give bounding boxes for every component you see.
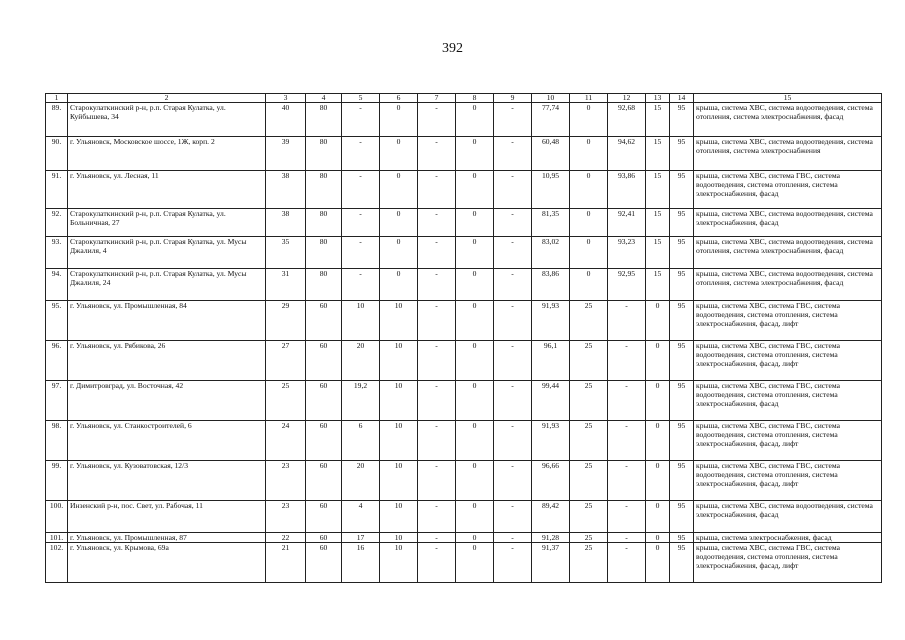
- value-cell: 94,62: [608, 137, 646, 171]
- value-cell: 0: [646, 461, 670, 501]
- value-cell: 0: [570, 269, 608, 301]
- table-row: [46, 501, 882, 533]
- value-cell: 60: [306, 341, 342, 381]
- value-cell: 29: [266, 301, 306, 341]
- table-row: [46, 301, 882, 341]
- column-header: 6: [380, 94, 418, 103]
- value-cell: 95: [670, 501, 694, 533]
- value-cell: 0: [570, 137, 608, 171]
- value-cell: 0: [456, 301, 494, 341]
- value-cell: 95: [670, 269, 694, 301]
- value-cell: 60: [306, 421, 342, 461]
- value-cell: 25: [570, 381, 608, 421]
- value-cell: 80: [306, 237, 342, 269]
- address-cell: г. Ульяновск, ул. Кузоватовская, 12/3: [68, 461, 266, 501]
- value-cell: 6: [342, 421, 380, 461]
- works-cell: крыша, система ХВС, система ГВС, система водоотведения, система отопления, система электроснабжения, фасад, лифт: [694, 301, 882, 341]
- value-cell: -: [494, 533, 532, 543]
- value-cell: -: [418, 543, 456, 583]
- value-cell: -: [342, 137, 380, 171]
- value-cell: 80: [306, 137, 342, 171]
- value-cell: 0: [380, 137, 418, 171]
- value-cell: 10: [380, 381, 418, 421]
- value-cell: 15: [646, 137, 670, 171]
- value-cell: 92,95: [608, 269, 646, 301]
- value-cell: -: [608, 461, 646, 501]
- works-cell: крыша, система ХВС, система водоотведения, система отопления, система электроснабжения, фасад: [694, 237, 882, 269]
- value-cell: 95: [670, 103, 694, 137]
- value-cell: 95: [670, 209, 694, 237]
- value-cell: 0: [456, 171, 494, 209]
- value-cell: 95: [670, 137, 694, 171]
- value-cell: 92,41: [608, 209, 646, 237]
- value-cell: 24: [266, 421, 306, 461]
- column-header: 7: [418, 94, 456, 103]
- value-cell: -: [494, 269, 532, 301]
- value-cell: 0: [456, 269, 494, 301]
- value-cell: -: [494, 103, 532, 137]
- value-cell: 10: [380, 501, 418, 533]
- works-cell: крыша, система ХВС, система ГВС, система водоотведения, система отопления, система электроснабжения, фасад, лифт: [694, 421, 882, 461]
- value-cell: 40: [266, 103, 306, 137]
- value-cell: -: [418, 533, 456, 543]
- value-cell: 38: [266, 171, 306, 209]
- value-cell: 4: [342, 501, 380, 533]
- table-row: [46, 421, 882, 461]
- address-cell: Старокулаткинский р-н, р.п. Старая Кулатка, ул. Мусы Джалиля, 24: [68, 269, 266, 301]
- row-number: 97.: [46, 381, 68, 421]
- value-cell: -: [494, 171, 532, 209]
- value-cell: 15: [646, 269, 670, 301]
- value-cell: 23: [266, 461, 306, 501]
- value-cell: 0: [380, 269, 418, 301]
- table-row: [46, 269, 882, 301]
- column-header: 4: [306, 94, 342, 103]
- value-cell: 83,02: [532, 237, 570, 269]
- value-cell: 10: [342, 301, 380, 341]
- value-cell: 0: [456, 543, 494, 583]
- buildings-table: [45, 93, 882, 583]
- address-cell: г. Ульяновск, ул. Рябикова, 26: [68, 341, 266, 381]
- address-cell: Инзенский р-н, пос. Свет, ул. Рабочая, 11: [68, 501, 266, 533]
- value-cell: 0: [646, 381, 670, 421]
- address-cell: г. Ульяновск, Московское шоссе, 1Ж, корп. 2: [68, 137, 266, 171]
- value-cell: 10: [380, 421, 418, 461]
- value-cell: -: [418, 171, 456, 209]
- table-row: [46, 209, 882, 237]
- value-cell: 89,42: [532, 501, 570, 533]
- table-body: [46, 103, 882, 583]
- works-cell: крыша, система ХВС, система ГВС, система водоотведения, система отопления, система электроснабжения, фасад, лифт: [694, 461, 882, 501]
- value-cell: 25: [570, 301, 608, 341]
- value-cell: -: [608, 543, 646, 583]
- value-cell: 96,66: [532, 461, 570, 501]
- works-cell: крыша, система электроснабжения, фасад: [694, 533, 882, 543]
- value-cell: -: [418, 237, 456, 269]
- column-header: 3: [266, 94, 306, 103]
- value-cell: 93,86: [608, 171, 646, 209]
- works-cell: крыша, система ХВС, система водоотведения, система отопления, система электроснабжения, фасад: [694, 103, 882, 137]
- value-cell: 60: [306, 301, 342, 341]
- value-cell: -: [494, 543, 532, 583]
- value-cell: 39: [266, 137, 306, 171]
- value-cell: -: [418, 381, 456, 421]
- value-cell: -: [342, 171, 380, 209]
- row-number: 92.: [46, 209, 68, 237]
- works-cell: крыша, система ХВС, система водоотведения, система отопления, система электроснабжения: [694, 137, 882, 171]
- value-cell: 91,37: [532, 543, 570, 583]
- value-cell: 0: [456, 209, 494, 237]
- value-cell: 20: [342, 461, 380, 501]
- value-cell: -: [418, 461, 456, 501]
- value-cell: 0: [380, 103, 418, 137]
- column-header: 8: [456, 94, 494, 103]
- address-cell: г. Ульяновск, ул. Станкостроителей, 6: [68, 421, 266, 461]
- value-cell: 95: [670, 533, 694, 543]
- address-cell: г. Ульяновск, ул. Лесная, 11: [68, 171, 266, 209]
- column-header: 14: [670, 94, 694, 103]
- column-header: 9: [494, 94, 532, 103]
- value-cell: 91,93: [532, 301, 570, 341]
- value-cell: 15: [646, 171, 670, 209]
- table-row: [46, 543, 882, 583]
- value-cell: 25: [570, 461, 608, 501]
- value-cell: 16: [342, 543, 380, 583]
- value-cell: 17: [342, 533, 380, 543]
- value-cell: 95: [670, 341, 694, 381]
- value-cell: -: [608, 501, 646, 533]
- row-number: 100.: [46, 501, 68, 533]
- value-cell: 92,68: [608, 103, 646, 137]
- value-cell: 95: [670, 301, 694, 341]
- value-cell: -: [418, 501, 456, 533]
- works-cell: крыша, система ХВС, система водоотведения, система электроснабжения, фасад: [694, 209, 882, 237]
- works-cell: крыша, система ХВС, система ГВС, система водоотведения, система отопления, система электроснабжения, фасад, лифт: [694, 341, 882, 381]
- column-header: 13: [646, 94, 670, 103]
- value-cell: 80: [306, 209, 342, 237]
- column-header: 10: [532, 94, 570, 103]
- value-cell: 31: [266, 269, 306, 301]
- value-cell: 21: [266, 543, 306, 583]
- value-cell: 10,95: [532, 171, 570, 209]
- value-cell: -: [494, 301, 532, 341]
- value-cell: 38: [266, 209, 306, 237]
- value-cell: 10: [380, 461, 418, 501]
- value-cell: -: [418, 269, 456, 301]
- value-cell: 0: [570, 209, 608, 237]
- value-cell: 25: [570, 341, 608, 381]
- works-cell: крыша, система ХВС, система водоотведения, система отопления, система электроснабжения, фасад: [694, 269, 882, 301]
- value-cell: -: [494, 461, 532, 501]
- row-number: 91.: [46, 171, 68, 209]
- value-cell: 81,35: [532, 209, 570, 237]
- value-cell: 10: [380, 341, 418, 381]
- value-cell: 0: [570, 237, 608, 269]
- row-number: 89.: [46, 103, 68, 137]
- value-cell: 0: [456, 341, 494, 381]
- value-cell: 77,74: [532, 103, 570, 137]
- column-header: 5: [342, 94, 380, 103]
- value-cell: 0: [380, 237, 418, 269]
- value-cell: 10: [380, 533, 418, 543]
- value-cell: 60: [306, 461, 342, 501]
- value-cell: 22: [266, 533, 306, 543]
- address-cell: Старокулаткинский р-н, р.п. Старая Кулатка, ул. Больничная, 27: [68, 209, 266, 237]
- value-cell: 95: [670, 543, 694, 583]
- value-cell: 0: [646, 533, 670, 543]
- column-header: 1: [46, 94, 68, 103]
- value-cell: 0: [456, 421, 494, 461]
- value-cell: 25: [570, 501, 608, 533]
- table-row: [46, 341, 882, 381]
- value-cell: -: [494, 237, 532, 269]
- value-cell: 25: [570, 543, 608, 583]
- address-cell: Старокулаткинский р-н, р.п. Старая Кулатка, ул. Куйбышева, 34: [68, 103, 266, 137]
- value-cell: 95: [670, 237, 694, 269]
- value-cell: 0: [646, 341, 670, 381]
- value-cell: 96,1: [532, 341, 570, 381]
- works-cell: крыша, система ХВС, система ГВС, система водоотведения, система отопления, система электроснабжения, фасад, лифт: [694, 543, 882, 583]
- value-cell: -: [418, 137, 456, 171]
- table-row: [46, 237, 882, 269]
- value-cell: 10: [380, 301, 418, 341]
- value-cell: -: [494, 381, 532, 421]
- column-header: 15: [694, 94, 882, 103]
- value-cell: 0: [570, 171, 608, 209]
- value-cell: 23: [266, 501, 306, 533]
- value-cell: 95: [670, 461, 694, 501]
- value-cell: 19,2: [342, 381, 380, 421]
- value-cell: 25: [266, 381, 306, 421]
- row-number: 98.: [46, 421, 68, 461]
- value-cell: 99,44: [532, 381, 570, 421]
- value-cell: -: [418, 209, 456, 237]
- value-cell: 95: [670, 421, 694, 461]
- value-cell: 27: [266, 341, 306, 381]
- value-cell: 15: [646, 209, 670, 237]
- value-cell: -: [494, 209, 532, 237]
- value-cell: -: [494, 341, 532, 381]
- value-cell: 0: [646, 301, 670, 341]
- value-cell: 83,86: [532, 269, 570, 301]
- value-cell: 0: [456, 533, 494, 543]
- row-number: 95.: [46, 301, 68, 341]
- value-cell: 0: [646, 421, 670, 461]
- value-cell: 0: [646, 501, 670, 533]
- value-cell: 25: [570, 421, 608, 461]
- table-row: [46, 381, 882, 421]
- value-cell: -: [418, 421, 456, 461]
- value-cell: -: [608, 341, 646, 381]
- value-cell: -: [608, 421, 646, 461]
- value-cell: -: [608, 301, 646, 341]
- address-cell: г. Димитровград, ул. Восточная, 42: [68, 381, 266, 421]
- table-row: [46, 137, 882, 171]
- value-cell: 0: [380, 171, 418, 209]
- address-cell: Старокулаткинский р-н, р.п. Старая Кулатка, ул. Мусы Джалиля, 4: [68, 237, 266, 269]
- value-cell: 80: [306, 269, 342, 301]
- value-cell: 91,28: [532, 533, 570, 543]
- row-number: 102.: [46, 543, 68, 583]
- value-cell: 0: [456, 501, 494, 533]
- value-cell: -: [608, 381, 646, 421]
- table-row: [46, 171, 882, 209]
- row-number: 94.: [46, 269, 68, 301]
- value-cell: 35: [266, 237, 306, 269]
- value-cell: -: [494, 421, 532, 461]
- row-number: 90.: [46, 137, 68, 171]
- row-number: 101.: [46, 533, 68, 543]
- address-cell: г. Ульяновск, ул. Промышленная, 84: [68, 301, 266, 341]
- table-row: [46, 461, 882, 501]
- value-cell: 60,48: [532, 137, 570, 171]
- value-cell: 93,23: [608, 237, 646, 269]
- value-cell: 10: [380, 543, 418, 583]
- works-cell: крыша, система ХВС, система ГВС, система водоотведения, система отопления, система электроснабжения, фасад: [694, 171, 882, 209]
- column-header: 2: [68, 94, 266, 103]
- row-number: 93.: [46, 237, 68, 269]
- column-header: 11: [570, 94, 608, 103]
- value-cell: -: [342, 269, 380, 301]
- value-cell: 0: [380, 209, 418, 237]
- value-cell: -: [342, 209, 380, 237]
- value-cell: 20: [342, 341, 380, 381]
- value-cell: 0: [456, 461, 494, 501]
- value-cell: 0: [456, 237, 494, 269]
- value-cell: -: [342, 103, 380, 137]
- address-cell: г. Ульяновск, ул. Крымова, 69а: [68, 543, 266, 583]
- value-cell: 80: [306, 103, 342, 137]
- table-row: [46, 103, 882, 137]
- page-number: 392: [442, 41, 463, 56]
- value-cell: 0: [456, 103, 494, 137]
- value-cell: 0: [456, 381, 494, 421]
- value-cell: -: [608, 533, 646, 543]
- column-header: 12: [608, 94, 646, 103]
- value-cell: 0: [456, 137, 494, 171]
- value-cell: 95: [670, 171, 694, 209]
- works-cell: крыша, система ХВС, система ГВС, система водоотведения, система отопления, система электроснабжения, фасад: [694, 381, 882, 421]
- address-cell: г. Ульяновск, ул. Промышленная, 87: [68, 533, 266, 543]
- row-number: 96.: [46, 341, 68, 381]
- value-cell: 60: [306, 381, 342, 421]
- value-cell: -: [494, 501, 532, 533]
- value-cell: 0: [570, 103, 608, 137]
- value-cell: 15: [646, 103, 670, 137]
- value-cell: -: [342, 237, 380, 269]
- value-cell: -: [418, 103, 456, 137]
- value-cell: 60: [306, 501, 342, 533]
- row-number: 99.: [46, 461, 68, 501]
- value-cell: 95: [670, 381, 694, 421]
- value-cell: 25: [570, 533, 608, 543]
- value-cell: -: [494, 137, 532, 171]
- table-row: [46, 533, 882, 543]
- value-cell: 0: [646, 543, 670, 583]
- value-cell: 80: [306, 171, 342, 209]
- value-cell: -: [418, 301, 456, 341]
- value-cell: 60: [306, 543, 342, 583]
- value-cell: -: [418, 341, 456, 381]
- value-cell: 91,93: [532, 421, 570, 461]
- works-cell: крыша, система ХВС, система водоотведения, система электроснабжения, фасад: [694, 501, 882, 533]
- header-row: [46, 94, 882, 103]
- value-cell: 15: [646, 237, 670, 269]
- value-cell: 60: [306, 533, 342, 543]
